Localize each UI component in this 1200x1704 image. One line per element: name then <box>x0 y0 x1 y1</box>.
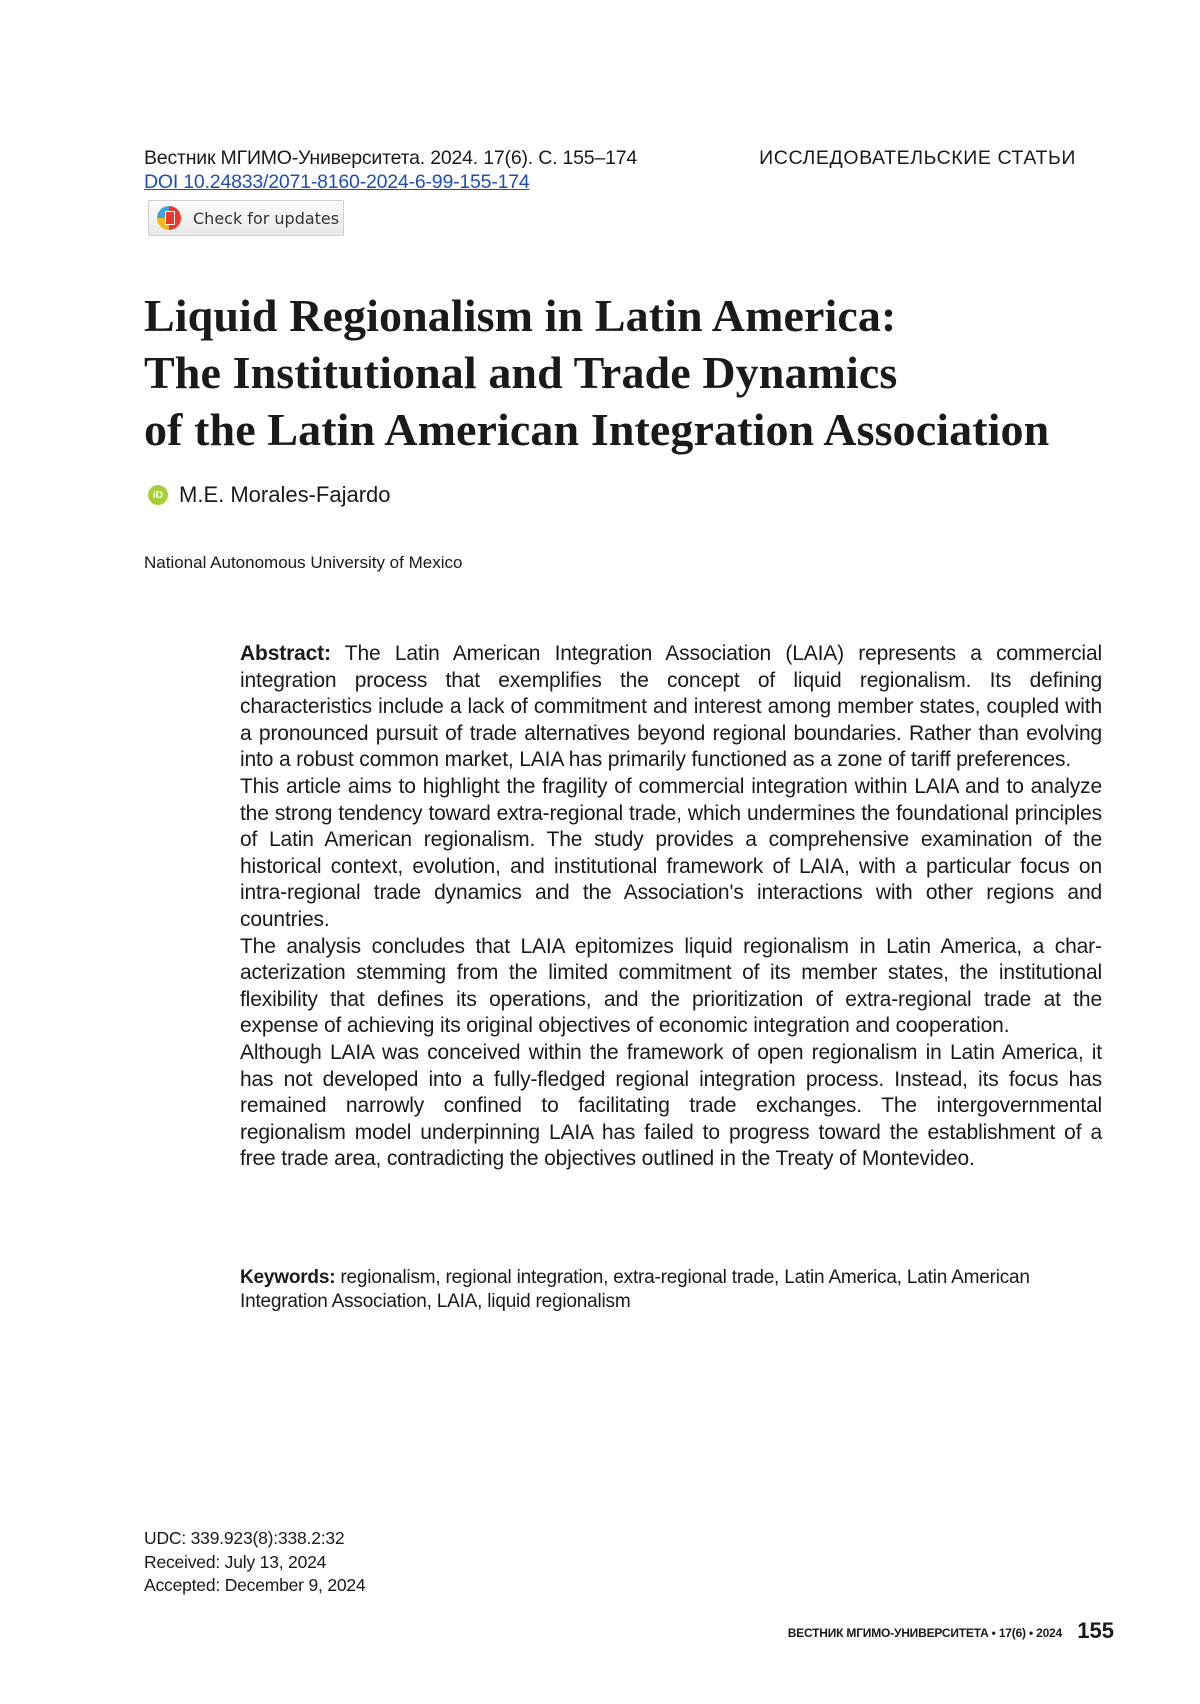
keywords-text: regionalism, regional integration, extra-regional trade, Latin America, Latin American Integration Association, LAIA, liquid regionalism <box>240 1267 1030 1312</box>
abstract <box>240 641 1102 1173</box>
abstract-paragraph: The analysis concludes that LAIA epitomizes liquid regionalism in Latin America, a char­acterization stemming from the limited commitment of its member states, the insti­tutional flexibility that defines its operations, and the prioritization of extra-regional trade at the expense of achieving its original objectives of economic integration and cooperation. <box>240 934 1102 1040</box>
abstract-text: The Latin American Integration Association (LAIA) represents a commer­cial integration process that exemplifies the concept of liquid regionalism. Its defin­ing characteristics include a lack of commitment and interest among member states, coupled with a pronounced pursuit of trade alternatives beyond regional boundaries. Rather than evolving into a robust common market, LAIA has primarily functioned as a zone of tariff preferences. <box>240 642 1102 771</box>
crossmark-icon <box>157 206 181 230</box>
abstract-paragraph <box>240 641 1102 774</box>
page-number: 155 <box>1077 1618 1114 1644</box>
check-for-updates-button[interactable] <box>148 200 344 236</box>
title-line: The Institutional and Trade Dynamics <box>144 344 1094 401</box>
journal-reference: Вестник МГИМО-Университета. 2024. 17(6). С. 155–174 <box>144 146 637 170</box>
keywords-label: Keywords: <box>240 1267 335 1288</box>
check-for-updates-label: Check for updates <box>193 209 339 228</box>
orcid-icon[interactable]: iD <box>148 485 168 505</box>
received-date: Received: July 13, 2024 <box>144 1551 365 1575</box>
footer-journal: ВЕСТНИК МГИМО-УНИВЕРСИТЕТА • 17(6) • 2024 <box>788 1626 1062 1640</box>
abstract-paragraph: This article aims to highlight the fragility of commercial integration within LAIA and to analyze the strong tendency toward extra-regional trade, which undermines the foun­dational principles of Latin American regionalism. The study provides a comprehensive examination of the historical context, evolution, and institutional framework of LAIA, with a particular focus on intra-regional trade dynamics and the Association's interac­tions with other regions and countries. <box>240 774 1102 934</box>
title-line: of the Latin American Integration Association <box>144 401 1094 458</box>
udc: UDC: 339.923(8):338.2:32 <box>144 1527 365 1551</box>
title-line: Liquid Regionalism in Latin America: <box>144 287 1094 344</box>
section-label: ИССЛЕДОВАТЕЛЬСКИЕ СТАТЬИ <box>759 146 1076 170</box>
accepted-date: Accepted: December 9, 2024 <box>144 1574 365 1598</box>
article-title <box>144 287 1094 458</box>
author-name: M.E. Morales-Fajardo <box>179 482 391 508</box>
keywords <box>240 1266 1102 1314</box>
abstract-paragraph: Although LAIA was conceived within the framework of open regionalism in Latin Amer­ica, it has not developed into a fully-fledged regional integration process. Instead, its focus has remained narrowly confined to facilitating trade exchanges. The intergov­ernmental regionalism model underpinning LAIA has failed to progress toward the es­tablishment of a free trade area, contradicting the objectives outlined in the Treaty of Montevideo. <box>240 1040 1102 1173</box>
affiliation: National Autonomous University of Mexico <box>144 552 462 574</box>
article-meta <box>144 1527 365 1598</box>
doi-link[interactable]: DOI 10.24833/2071-8160-2024-6-99-155-174 <box>144 170 530 194</box>
abstract-label: Abstract: <box>240 642 331 665</box>
author-row <box>148 482 391 508</box>
